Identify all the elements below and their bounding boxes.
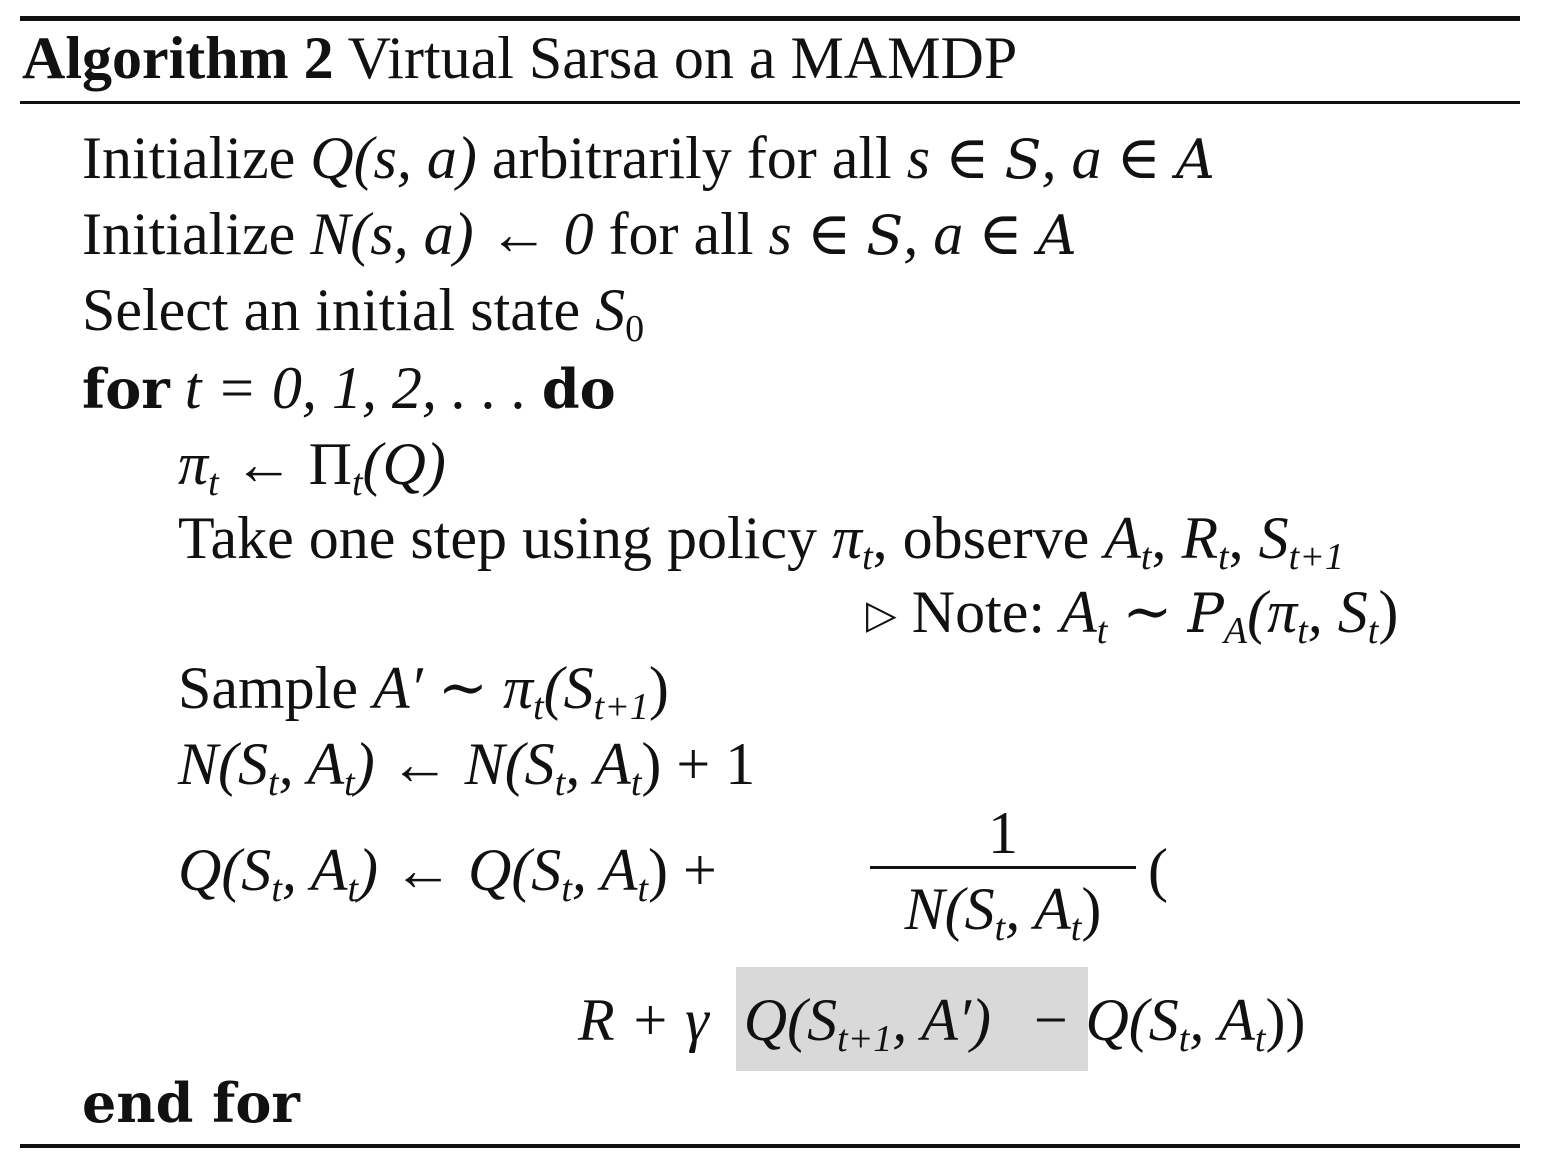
n-arrow: ) ← N(S xyxy=(354,731,555,797)
note-args-open: (π xyxy=(1247,579,1298,645)
q-sub1: t xyxy=(271,868,282,910)
td-target-line xyxy=(578,987,1306,1060)
n-sub1: t xyxy=(268,762,279,804)
at-sub: t xyxy=(1140,536,1152,578)
q-update-line xyxy=(178,837,717,910)
open-paren: ( xyxy=(1148,837,1168,903)
set-s: s ∈ xyxy=(906,125,1005,191)
n-update-line xyxy=(178,731,756,804)
sample-pi-sub: t xyxy=(533,686,544,728)
sample-text: Sample xyxy=(178,655,373,721)
pi-arg: (Q) xyxy=(362,431,446,497)
init-q-rest: arbitrarily for all xyxy=(476,125,907,191)
next-q-r: , A′) xyxy=(892,987,991,1053)
next-q-l: Q(S xyxy=(743,987,838,1053)
note-args-mid: , S xyxy=(1307,579,1368,645)
minus-sub2: t xyxy=(1254,1018,1266,1060)
rt-sub: t xyxy=(1218,536,1229,578)
learning-rate-fraction xyxy=(868,800,1138,949)
init-q-line xyxy=(82,125,1215,191)
sample-expr: A′ ∼ π xyxy=(372,655,534,721)
take-pi-sub: t xyxy=(862,536,873,578)
take-text: Take one step using policy xyxy=(178,505,832,571)
observe-text: , observe xyxy=(872,505,1105,571)
for-line xyxy=(82,355,616,421)
q-mid1: , A xyxy=(281,837,348,903)
reward-gamma: R + γ xyxy=(578,987,724,1053)
select-line xyxy=(82,277,645,350)
init-q-math: Q(s, a) xyxy=(310,125,477,191)
init-q-text: Initialize xyxy=(82,125,311,191)
fraction-numerator: 1 xyxy=(988,800,1018,866)
minus-q: − Q(S xyxy=(1014,987,1179,1053)
end-for-keyword: end for xyxy=(82,1071,300,1135)
minus-mid: , A xyxy=(1189,987,1255,1053)
header-rule xyxy=(20,101,1520,104)
set-actions: A xyxy=(1175,128,1215,191)
init-n-rest: for all xyxy=(593,201,769,267)
q-sub4: t xyxy=(637,868,649,910)
sample-sub: t+1 xyxy=(593,686,649,728)
q-sub3: t xyxy=(561,868,572,910)
q-l: Q(S xyxy=(178,837,272,903)
pi-sub: t xyxy=(208,462,219,504)
take-pi: π xyxy=(832,505,863,571)
init-n-line xyxy=(82,201,1077,267)
set-states: S xyxy=(1004,128,1042,191)
algorithm-label: Algorithm 2 xyxy=(22,25,334,91)
algorithm-name: Virtual Sarsa on a MAMDP xyxy=(347,25,1018,91)
q-arrow: ) ← Q(S xyxy=(358,837,562,903)
take-step-line: Take one step using policy $\pi_t$, observe $A_t$, $R_t$, $S_{t+1}$ xyxy=(178,505,1344,578)
q-plus: ) + xyxy=(648,837,717,903)
n-sub2: t xyxy=(344,762,355,804)
init-n-math: N(s, a) ← 0 xyxy=(310,201,594,267)
sample-open: (S xyxy=(543,655,594,721)
note-tilde: ∼ xyxy=(1107,579,1188,645)
n-mid2: , A xyxy=(565,731,631,797)
q-mid2: , A xyxy=(571,837,638,903)
select-text: Select an initial state xyxy=(82,277,596,343)
next-q-sub: t+1 xyxy=(837,1018,893,1060)
for-keyword: for xyxy=(82,357,170,421)
note-s-sub: t xyxy=(1367,610,1379,652)
comma: , xyxy=(1228,505,1259,571)
den-sub2: t xyxy=(1070,907,1082,949)
den-mid: , A xyxy=(1005,876,1071,942)
n-end: ) + 1 xyxy=(641,731,756,797)
note-p-sub: A xyxy=(1223,610,1248,652)
select-sub: 0 xyxy=(625,308,645,350)
pi-cap-sub: t xyxy=(351,462,363,504)
n-sub4: t xyxy=(630,762,642,804)
q-sub2: t xyxy=(347,868,359,910)
pi-arrow: ← Π xyxy=(218,431,352,497)
note-a: A xyxy=(1060,579,1097,645)
end-for-line xyxy=(82,1071,300,1135)
den-l: N(S xyxy=(904,876,995,942)
pi-symbol: π xyxy=(178,431,209,497)
note-pi-sub: t xyxy=(1297,610,1308,652)
sample-close: ) xyxy=(648,655,669,721)
note-line xyxy=(866,579,1399,652)
n-sub3: t xyxy=(554,762,566,804)
set-actions: A xyxy=(1037,204,1077,267)
note-p: P xyxy=(1187,582,1224,645)
note-close: ) xyxy=(1378,579,1399,645)
close-parens: )) xyxy=(1265,987,1306,1053)
sample-line xyxy=(178,655,669,728)
den-sub1: t xyxy=(994,907,1006,949)
note-label: Note: xyxy=(896,579,1061,645)
comma: , xyxy=(1151,505,1182,571)
st1-sub: t+1 xyxy=(1288,536,1344,578)
fraction-denominator: $N(S_t$, $A_t$) xyxy=(904,876,1102,949)
minus-sub1: t xyxy=(1178,1018,1190,1060)
n-l: N(S xyxy=(178,731,268,797)
n-mid1: , A xyxy=(278,731,345,797)
set-a: , a ∈ xyxy=(1041,125,1176,191)
comment-triangle-icon: ▷ xyxy=(866,592,897,637)
policy-line xyxy=(178,431,446,504)
top-rule xyxy=(20,16,1520,21)
select-state: S xyxy=(595,277,626,343)
note-a-sub: t xyxy=(1096,610,1108,652)
for-expr: t = 0, 1, 2, . . . xyxy=(169,355,542,421)
set-states: S xyxy=(866,204,904,267)
set-s: s ∈ xyxy=(768,201,867,267)
set-a: , a ∈ xyxy=(903,201,1038,267)
bottom-rule xyxy=(20,1144,1520,1148)
init-n-text: Initialize xyxy=(82,201,311,267)
do-keyword: do xyxy=(541,357,616,421)
algorithm-title xyxy=(22,25,1018,91)
